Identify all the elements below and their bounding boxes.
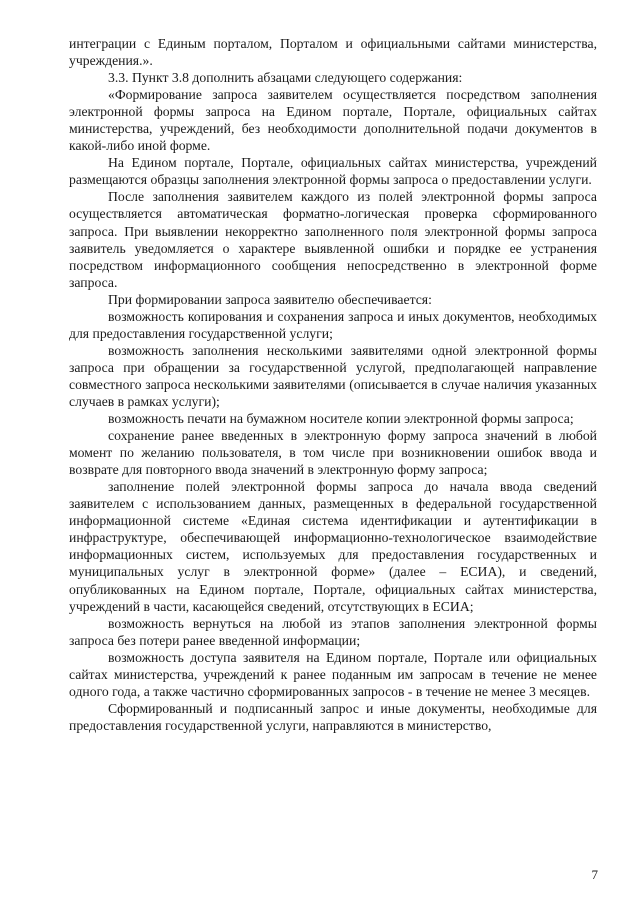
document-body — [69, 35, 597, 734]
paragraph-print-copy: возможность печати на бумажном носителе копии электронной формы запроса; — [108, 411, 574, 427]
paragraph-copy-save: возможность копирования и сохранения запроса и иных документов, необходимых для предоставления государственной услуги; — [69, 308, 597, 341]
paragraph-sample-forms: На Едином портале, Портале, официальных сайтах министерства, учреждений размещаются образцы заполнения электронной формы запроса о предоставлении услуги. — [69, 155, 597, 188]
paragraph-return-stage: возможность вернуться на любой из этапов заполнения электронной формы запроса без потери ранее введенной информации; — [69, 615, 597, 648]
paragraph-provisions-intro: При формировании запроса заявителю обеспечивается: — [108, 291, 432, 307]
page-number: 7 — [591, 867, 598, 882]
paragraph-save-values: сохранение ранее введенных в электронную форму запроса значений в любой момент по желанию пользователя, в том числе при возникновении ошибок ввода и возврате для повторного ввода значений в электронную форму запроса; — [69, 428, 597, 478]
paragraph-clause-3-3: 3.3. Пункт 3.8 дополнить абзацами следующего содержания: — [108, 70, 463, 86]
paragraph-access-history: возможность доступа заявителя на Едином портале, Портале или официальных сайтах министерства, учреждений к ранее поданным им запросам в течение не менее одного года, а также частично сформированных запросов - в течение не менее 3 месяцев. — [69, 649, 597, 699]
paragraph-esia-prefill: заполнение полей электронной формы запроса до начала ввода сведений заявителем с использованием данных, размещенных в федеральной государственной информационной системе «Единая система идентификации и аутентификации в инфраструктуре, обеспечивающей информационно-технологическое взаимодействие информационных систем, используемых для предоставления государственных и муниципальных услуг в электронной форме» (далее – ЕСИА), и сведений, опубликованных на Едином портале, Портале, официальных сайтах министерства, учреждений в части, касающейся сведений, отсутствующих в ЕСИА; — [69, 479, 597, 614]
paragraph-continuation: интеграции с Единым порталом, Порталом и официальными сайтами министерства, учреждения.». — [69, 36, 597, 69]
paragraph-request-formation: «Формирование запроса заявителем осуществляется посредством заполнения электронной формы запроса на Едином портале, Портале, официальных сайтах министерства, учреждений, без необходимости дополнительной подачи документов в какой-либо иной форме. — [69, 87, 597, 154]
paragraph-validation-check: После заполнения заявителем каждого из полей электронной формы запроса осуществляется автоматическая форматно-логическая проверка сформированного запроса. При выявлении некорректно заполненного поля электронной формы запроса заявитель уведомляется о характере выявленной ошибки и порядке ее устранения посредством информационного сообщения непосредственно в электронной форме запроса. — [69, 189, 597, 290]
paragraph-joint-request: возможность заполнения несколькими заявителями одной электронной формы запроса при обращении за государственной услугой, предполагающей направление совместного запроса несколькими заявителями (описывается в случае наличия указанных случаев в рамках услуги); — [69, 342, 597, 409]
paragraph-submission: Сформированный и подписанный запрос и иные документы, необходимые для предоставления государственной услуги, направляются в министерство, — [69, 700, 597, 733]
